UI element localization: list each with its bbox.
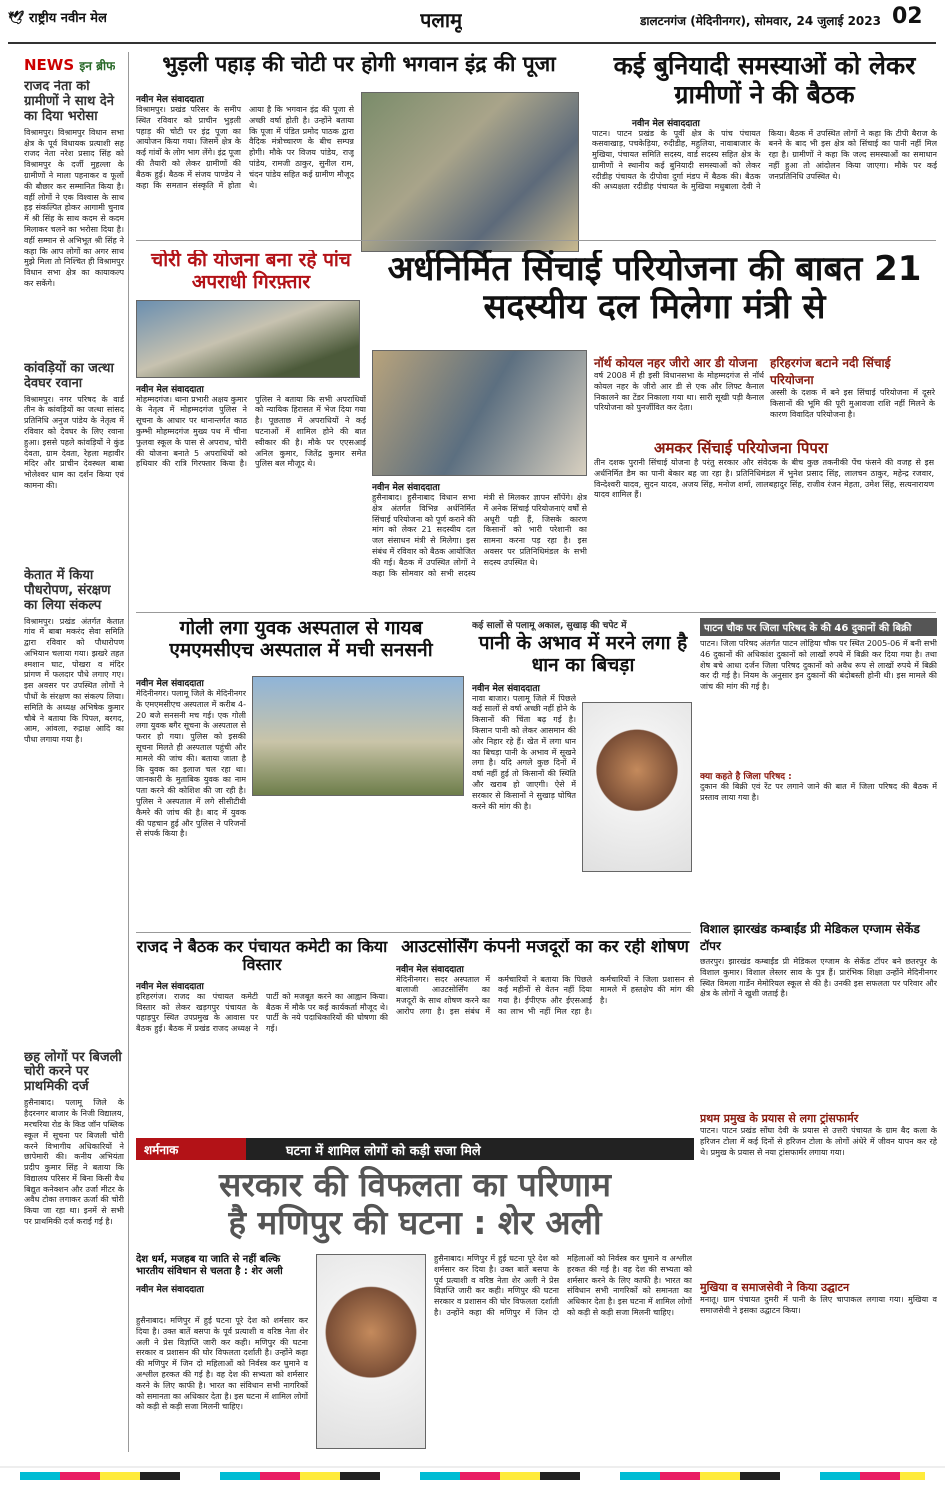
article-body: छतरपुर। झारखंड कम्बाईंड प्री मेडिकल एग्जाम के सेकेंड टॉपर बने छतरपुर के विशाल कुमार। विशाल लेस्लर साव के पुत्र हैं। प्रारंभिक शिक्षा उन्होंने मेदिनीनगर स्थित विमला गार्डेन मेमोरियल स्कूल से की है। उनकी इस सफलता पर परिवार और क्षेत्र के लोगों ने खुशी जताई है। [700,957,937,999]
section-title: पलामू [420,8,463,32]
article-headline: भुड़ली पहाड़ की चोटी पर होगी भगवान इंद्र की पूजा [162,52,556,76]
brief-body: विश्रामपुर। विश्रामपुर विधान सभा क्षेत्र के पूर्व विधायक प्रत्याशी सह राजद नेता नरेश प्रसाद सिंह को विश्रामपुर के दर्जी मुहल्ला के ग्रामीणों ने माला पहनाकर व फूलों की बौछार कर सम्मानित किया है। वहीं लोगों ने एक विश्वास के साथ हड़ संकल्पित होकर आगामी चुनाव में श्री सिंह के साथ कदम से कदम मिलाकर चलने का भरोसा दिया है। वहीं सम्मान से अभिभूत श्री सिंह ने कहा कि आप लोगों का अगर साथ मुझे मिला तो निश्चित ही विश्रामपुर विधान सभा क्षेत्र का कायाकल्प कर सकेंगे। [24,127,124,288]
article-headline: सरकार की विफलता का परिणाम [219,1166,611,1204]
brief-headline: कांवड़ियों का जत्था देवघर रवाना [24,360,114,391]
brief-headline: छह लोगों पर बिजली चोरी करने पर प्राथमिकी दर्ज [24,1049,122,1095]
article-byline: नवीन मेल संवाददाता [136,95,204,105]
article-portrait [316,1254,426,1449]
article-body: पाटन। पाटन प्रखंड के पूर्वी क्षेत्र के पांच पंचायत कसवाखाड़, पचकेड़िया, रुदीडीह, महुलिया, नावाबाजार के मुखिया, पंचायत समिति सदस्य, वार्ड सदस्य सहित क्षेत्र के ग्रामीणों ने स्थानीय कई बुनियादी समस्याओं को लेकर रदीडीह पंचायत के दीपोवा दुर्गा मंडप में बैठक की। बैठक की अध्यक्षता रदीडीह पंचायत के मुखिया मधुबाला देवी ने किया। बैठक में उपस्थित लोगों ने कहा कि टीपी बैराज के बनने के बाद भी इस क्षेत्र को सिंचाई का पानी नहीं मिल रहा है। ग्रामीणों ने कहा कि जल्द समस्याओं का समाधान नहीं हुआ तो आंदोलन किया जाएगा। मौके पर कई जनप्रतिनिधि उपस्थित थे। [592,128,937,192]
article-byline: नवीन मेल संवाददाता [136,981,204,992]
article-headline: पानी के अभाव में मरने लगा है धान का बिचड़ा [478,632,688,676]
article-subbody: अस्सी के दशक में बने इस सिंचाई परियोजना में दूसरे किसानों की भूमि की पूरी मुआवजा राशि नहीं मिलने के कारण विवादित परियोजना है। [770,388,935,419]
article-photo [136,300,360,378]
article-body: हुसैनाबाद। मणिपुर में हुई घटना पूरे देश को शर्मसार कर दिया है। उक्त बातें बसपा के पूर्व प्रत्याशी व वरिष्ठ नेता शेर अली ने प्रेस विज्ञप्ति जारी कर कही। मणिपुर की घटना सरकार व प्रशासन की घोर विफलता दर्शाती है। उन्होंने कहा की मणिपुर में जिन दो महिलाओं को निर्वस्त्र कर घुमाने व अश्लील हरकत की गई है। वह देश की सभ्यता को शर्मसार करने के लिए काफी है। भारत का संविधान सभी नागरिकों को समानता का अधिकार देता है। इस घटना में शामिल लोगों को कड़ी से कड़ी सजा मिलनी चाहिए। [136,1316,308,1412]
article-headline: विशाल झारखंड कम्बाईंड प्री मेडिकल एग्जाम सेकेंड टॉपर [700,922,920,953]
left-column [24,80,124,1450]
dateline: डालटनगंज (मेदिनीनगर), सोमवार, 24 जुलाई 2023 [640,14,881,28]
article-byline: नवीन मेल संवाददाता [136,1285,204,1295]
article-subbody: मनातू। ग्राम पंचायत दुमरी में पानी के लिए चापाकल लगाया गया। मुखिया व समाजसेवी ने इसका उद्घाटन किया। [700,1295,937,1315]
article-rajd-committee [136,938,388,1133]
article-subbody: पाटन। पाटन प्रखंड सोंघा देवी के प्रयास से उत्तरी पंचायत के ग्राम बैद कला के हरिजन टोला में कई दिनों से हरिजन टोला के लोगों अंधेरे में जीवन यापन कर रहे थे। प्रमुख के प्रयास से नया ट्रांसफार्मर लगाया गया। [700,1126,937,1157]
brief-headline: केतात में किया पौधरोपण, संरक्षण का लिया संकल्प [24,567,111,613]
article-subbody: तीन दशक पुरानी सिंचाई योजना है परंतु सरकार और संवेदक के बीच कुछ तकनीकी पेंच फंसने की वजह से इस अर्धनिर्मित डैम का पानी बेकार बह जा रहा है। प्रतिनिधिमंडल में भुनेश प्रसाद सिंह, लालचन ठाकुर, महेन्द्र रजवार, विन्देश्वरी यादव, सुदन यादव, अजय सिंह, मनोज शर्मा, लालबहादुर सिंह, राजीव रंजन मेहता, उमेश सिंह, सत्यनारायण यादव शामिल हैं। [594,458,934,500]
banner-text: घटना में शामिल लोगों को कड़ी सजा मिले [286,1144,481,1159]
brand-logo: 🕊 राष्ट्रीय नवीन मेल [8,11,107,26]
article-body: नावा बाजार। पलामू जिले में पिछले कई सालों से वर्षा अच्छी नहीं होने के किसानों की चिंता बढ़ गई है। किसान पानी को लेकर आसमान की ओर निहार रहे हैं। खेत में लगा धान का बिचड़ा पानी के अभाव में सूखने लगा है। यदि अगले कुछ दिनों में वर्षा नहीं हुई तो किसानों की स्थिति और खराब हो जाएगी। ऐसे में सरकार से किसानों ने सुखाड़ घोषित करने की मांग की है। [472,693,576,811]
article-body: मेदिनीनगर। सदर अस्पताल में बालाजी आउटसोर्सिंग का मजदूरों के साथ शोषण करने का आरोप लगा है। इस संबंध में कर्मचारियों ने बताया कि पिछले कई महीनों से वेतन नहीं दिया गया है। ईपीएफ और ईएसआई का लाभ भी नहीं मिल रहा है। कर्मचारियों ने जिला प्रशासन से मामले में हस्तक्षेप की मांग की है। [396,974,694,1016]
section-rule [136,932,691,933]
article-byline: नवीन मेल संवाददाता [136,679,204,689]
page-number: 02 [892,4,923,29]
article-subbody: दुकान की बिक्री एवं रेंट पर लगाने जाने की बात में जिला परिषद की बैठक में प्रस्ताव लाया गया है। [700,782,937,802]
article-body: पाटन। जिला परिषद अंतर्गत पाटन लोहिया चौक पर स्थित 2005-06 में बनी सभी 46 दुकानों की अधिकांश दुकानों को लाखों रुपये में बिक्री कर दिया गया है। तथा शेष बचे आधा दर्जन जिला परिषद दुकानों को अवैध रूप से लाखों रुपये में बिक्री कर दी गई है। नियम के अनुसार इन दुकानों की बंदोबस्ती होनी थी। इस मामले की जांच की मांग की गई है। [700,639,937,692]
bird-icon: 🕊 [8,11,25,26]
article-body: मोहम्मदगंज। थाना प्रभारी अक्षय कुमार के नेतृत्व में मोहम्मदगंज पुलिस ने सूचना के आधार पर थानान्तर्गत काठ कुम्भी मोहम्मदगंज मुख्य पथ में चीना फुलवा स्कूल के पास से अपराध, चोरी की योजना बनाते 5 अपराधियों को हथियार की रात्रि गिरफ्तार किया है। पुलिस ने बताया कि सभी अपराधियों को न्यायिक हिरासत में भेज दिया गया है। पूछताछ में अपराधियों ने कई घटनाओं में शामिल होने की बात स्वीकार की है। मौके पर एएसआई अनिल कुमार, जितेंद्र कुमार समेत पुलिस बल मौजूद थे। [136,394,366,469]
article-photo [582,702,692,872]
article-headline: अर्धनिर्मित सिंचाई परियोजना की बाबत 21 सदस्यीय दल मिलेगा मंत्री से [387,250,922,328]
bottom-rule [0,1466,945,1468]
print-color-bar [20,1472,925,1480]
article-subhead: प्रथम प्रमुख के प्रयास से लगा ट्रांसफार्मर [700,1112,859,1125]
article-body: हुसैनाबाद। हुसैनाबाद विधान सभा क्षेत्र अंतर्गत विभिन्न अर्धनिर्मित सिंचाई परियोजना को पूर्ण कराने की मांग को लेकर 21 सदस्यीय दल जल संसाधन मंत्री से मिलेगा। इस संबंध में रविवार को बैठक आयोजित की गई। बैठक में उपस्थित लोगों ने कहा कि सोमवार को सभी सदस्य मंत्री से मिलकर ज्ञापन सौंपेंगे। क्षेत्र में अनेक सिंचाई परियोजनाएं वर्षों से अधूरी पड़ी हैं, जिसके कारण किसानों को भारी परेशानी का सामना करना पड़ रहा है। इस अवसर पर प्रतिनिधिमंडल के सभी सदस्य उपस्थित थे। [372,493,587,578]
article-body: विश्रामपुर। प्रखंड परिसर के समीप स्थित रविवार को प्राचीन भुड़ली पहाड़ की चोटी पर इंद्र पूजा का आयोजन किया गया। जिसमें क्षेत्र के कई गांवों के लोग भाग लेंगे। इंद्र पूजा की तैयारी को लेकर ग्रामीणों की बैठक हुई। बैठक में संजय पाण्डेय ने कहा कि समतान संस्कृति में होता आया है कि भगवान इंद्र की पूजा से अच्छी वर्षा होती है। उन्होंने बताया कि पूजा में पंडित प्रमोद पाठक द्वारा वैदिक मंत्रोच्चारण के बीच सम्पन्न होगी। मौके पर विजय पांडेय, राजू पांडेय, रामजी ठाकुर, सुनील राम, चंदन पांडेय सहित कई ग्रामीण मौजूद थे। [136,105,354,190]
section-rule [136,240,936,241]
article-byline: नवीन मेल संवाददाता [632,118,700,129]
brief-body: विश्रामपुर। प्रखंड अंतर्गत केतात गांव में बाबा मकरंद सेवा समिति द्वारा रविवार को पौधारोपण अभियान चलाया गया। झखरे तहत श्मशान घाट, पोखरा व मंदिर प्रांगण में फलदार पौधे लगाए गए। इस अवसर पर उपस्थित लोगों ने पौधों के संरक्षण का संकल्प लिया। समिति के अध्यक्ष अभिषेक कुमार चौबे ने बताया कि पिपल, बरगद, आम, आंवला, रुद्राक्ष आदि का पौधा लगाया गया है। [24,616,124,745]
article-headline: चोरी की योजना बना रहे पांच अपराधी गिरफ़्तार [151,250,351,293]
article-subhead: अमकर सिंचाई परियोजना पिपरा [654,439,828,457]
article-photo [361,92,579,252]
masthead-rule [8,42,936,44]
article-headline: आउटसोर्सिंग कंपनी मजदूरों का कर रही शोषण [401,938,689,957]
article-photo [252,676,464,796]
article-goli-yuvak [136,618,466,928]
article-body: हरिहरगंज। राजद का पंचायत कमेटी विस्तार को लेकर खड़गपुर पंचायत के पहाड़पुर स्थित उपप्रमुख के आवास पर बैठक हुई। बैठक में प्रखंड राजद अध्यक्ष ने पार्टी को मजबूत करने का आह्वान किया। बैठक में मौके पर कई कार्यकर्ता मौजूद थे। पार्टी के नये पदाधिकारियों की घोषणा की गई। [136,991,388,1034]
news-brief-label: NEWS इन ब्रीफ [24,56,116,74]
article-subhead: हरिहरगंज बटाने नदी सिंचाई परियोजना [770,356,891,387]
banner-tag: शर्मनाक [136,1138,246,1160]
article-sinchai-pariyojana [372,250,937,610]
article-headline: कई बुनियादी समस्याओं को लेकर ग्रामीणों ने की बैठक [613,52,916,109]
article-headline: गोली लगा युवक अस्पताल से गायब एमएमसीएच अस्पताल में मची सनसनी [169,618,433,661]
article-photo [372,350,587,476]
article-kicker: कई सालों से पलामू अकाल, सुखाड़ की चपेट में [472,621,627,631]
article-subhead: क्या कहते है जिला परिषद : [700,772,792,782]
article-byline: नवीन मेल संवाददाता [396,964,464,975]
banner-strip [136,1138,694,1160]
article-subbody: वर्ष 2008 में ही इसी विधानसभा के मोहम्मदगंज से नॉर्थ कोयल नहर के जीरो आर डी से एक और लिफ्ट कैनाल निकालने का टेंडर निकाला गया था। सारी सूखी पड़ी कैनाल परियोजना को पुनर्जीवित कर देता। [594,371,764,413]
article-manipur [136,1166,694,1456]
article-headline: राजद ने बैठक कर पंचायत कमेटी का किया विस्तार [136,938,388,975]
column-divider [128,52,129,1452]
article-dukan-bikri [700,618,937,813]
brief-body: हुसैनाबाद। पलामू जिले के हैदरनगर बाजार के निजी विद्यालय, मरचरिया रोड के किड जॉन पब्लिक स्कूल में सूचना पर बिजली चोरी करने विभागीय अधिकारियों ने छापेमारी की। कनीय अभियंता प्रदीप कुमार सिंह ने बताया कि विद्यालय परिसर में बिना किसी वैध बिद्युत कनेक्शन और उर्जा मीटर के अवैध टोका लगाकर ऊर्जा की चोरी किया जा रहा था। इनमें से सभी पर प्राथमिकी दर्ज कराई गई है। [24,1098,124,1227]
article-byline: नवीन मेल संवाददाता [472,683,540,694]
article-subhead: मुखिया व समाजसेवी ने किया उद्घाटन [700,1281,850,1294]
article-kicker: देश धर्म, मजहब या जाति से नहीं बल्कि भारतीय संविधान से चलता है : शेर अली [136,1254,283,1277]
article-vishal-topper [700,920,937,1440]
article-headline: है मणिपुर की घटना : शेर अली [228,1202,602,1242]
article-byline: नवीन मेल संवाददाता [372,483,440,493]
article-indra-puja [136,52,582,277]
article-body: मेदिनीनगर। पलामू जिले के मेदिनीनगर के एमएमसीएच अस्पताल में करीब 4-20 बजे सनसनी मच गई। एक गोली लगा युवक बगैर सूचना के अस्पताल से फरार हो गया। पुलिस को इसकी सूचना मिलते ही अस्पताल पहुंची और मामले की जांच की। बताया जाता है कि युवक का इलाज चल रहा था। जानकारी के मुताबिक युवक का नाम पता करने की कोशिश की जा रही है। पुलिस ने अस्पताल में लगे सीसीटीवी कैमरे की जांच की है। बाद में युवक की पहचान हुई और पुलिस ने परिजनों से संपर्क किया है। [136,689,246,839]
article-byline: नवीन मेल संवाददाता [136,384,204,395]
brief-body: विश्रामपुर। नगर परिषद के वार्ड तीन के कांवड़ियों का जत्था सांसद प्रतिनिधि अनुज पांडेय के नेतृत्व में रविवार को देवघर के लिए रवाना हुआ। इससे पहले कांवड़ियों ने कुंड देवता, ग्राम देवता, रेहला महावीर मंदिर और प्राचीन देवस्थल बाबा भोलेश्वर धाम का दर्शन किया एवं कामना की। [24,394,124,491]
brief-headline: राजद नेता को ग्रामीणों ने साथ देने का दिया भरोसा [24,80,114,124]
article-dhan-bichda [472,618,694,958]
article-subhead: नॉर्थ कोयल नहर जीरो आर डी योजना [594,356,758,370]
article-gramin-baithak [592,52,937,232]
article-chori-yojana [136,250,366,610]
section-rule [136,612,936,613]
article-body-continued: हुसैनाबाद। मणिपुर में हुई घटना पूरे देश को शर्मसार कर दिया है। उक्त बातें बसपा के पूर्व प्रत्याशी व वरिष्ठ नेता शेर अली ने प्रेस विज्ञप्ति जारी कर कही। मणिपुर की घटना सरकार व प्रशासन की घोर विफलता दर्शाती है। उन्होंने कहा की मणिपुर में जिन दो महिलाओं को निर्वस्त्र कर घुमाने व अश्लील हरकत की गई है। वह देश की सभ्यता को शर्मसार करने के लिए काफी है। भारत का संविधान सभी नागरिकों को समानता का अधिकार देता है। इस घटना में शामिल लोगों को कड़ी से कड़ी सजा मिलनी चाहिए। [434,1254,692,1317]
article-outsourcing [396,938,694,1133]
article-headline: पाटन चौक पर जिला परिषद के की 46 दुकानों की बिक्री [700,618,937,636]
